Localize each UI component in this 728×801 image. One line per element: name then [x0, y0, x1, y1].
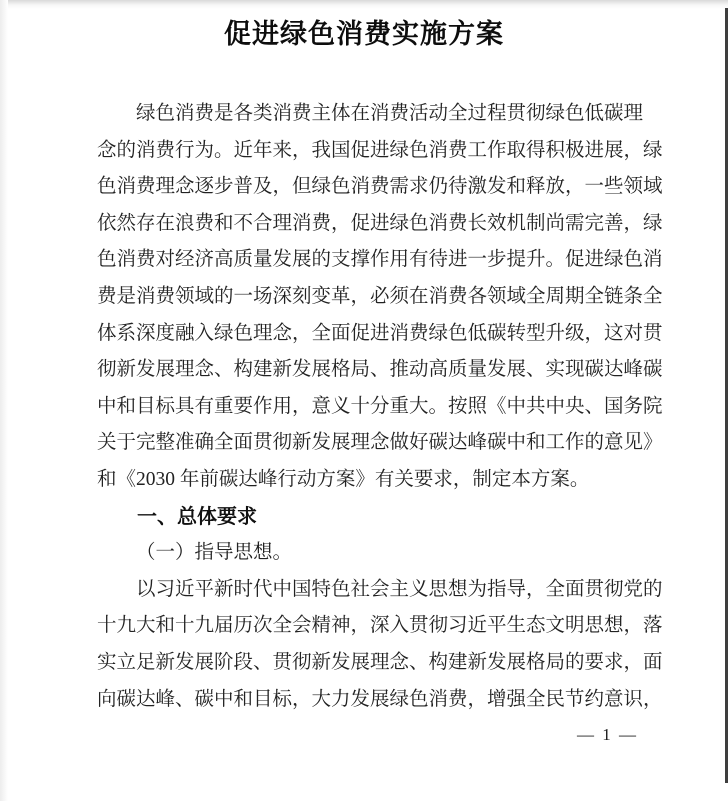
paragraph-line: 彻新发展理念、构建新发展格局、推动高质量发展、实现碳达峰碳 — [97, 359, 663, 381]
paragraph-line: 中和目标具有重要作用，意义十分重大。按照《中共中央、国务院 — [97, 395, 663, 417]
subsection-heading-guiding-ideology: （一）指导思想。 — [136, 542, 293, 564]
page-top-edge — [0, 0, 728, 9]
paragraph-line: 和《2030 年前碳达峰行动方案》有关要求，制定本方案。 — [97, 468, 590, 490]
paragraph-line: 色消费理念逐步普及，但绿色消费需求仍待激发和释放，一些领域 — [97, 176, 663, 198]
paragraph-line: 念的消费行为。近年来，我国促进绿色消费工作取得积极进展，绿 — [97, 139, 663, 161]
paragraph-line: 体系深度融入绿色理念，全面促进消费绿色低碳转型升级，这对贯 — [97, 322, 663, 344]
page-number: — 1 — — [577, 725, 638, 744]
document-title: 促进绿色消费实施方案 — [224, 19, 504, 49]
paragraph-line: 依然存在浪费和不合理消费，促进绿色消费长效机制尚需完善，绿 — [97, 212, 663, 234]
paragraph-line: 向碳达峰、碳中和目标，大力发展绿色消费，增强全民节约意识， — [97, 688, 663, 710]
paragraph-line: 绿色消费是各类消费主体在消费活动全过程贯彻绿色低碳理 — [136, 103, 644, 124]
section-heading-overall-requirements: 一、总体要求 — [137, 505, 257, 528]
paragraph-line: 色消费对经济高质量发展的支撑作用有待进一步提升。促进绿色消 — [97, 249, 663, 271]
paragraph-line: 十九大和十九届历次全会精神，深入贯彻习近平生态文明思想，落 — [97, 615, 663, 637]
paragraph-line: 实立足新发展阶段、贯彻新发展理念、构建新发展格局的要求，面 — [97, 651, 663, 673]
paragraph-line: 以习近平新时代中国特色社会主义思想为指导，全面贯彻党的 — [136, 578, 663, 600]
document-body — [97, 96, 663, 718]
page-left-edge — [0, 0, 8, 801]
paragraph-line: 费是消费领域的一场深刻变革，必须在消费各领域全周期全链条全 — [97, 285, 663, 307]
paragraph-line: 关于完整准确全面贯彻新发展理念做好碳达峰碳中和工作的意见》 — [97, 432, 663, 454]
